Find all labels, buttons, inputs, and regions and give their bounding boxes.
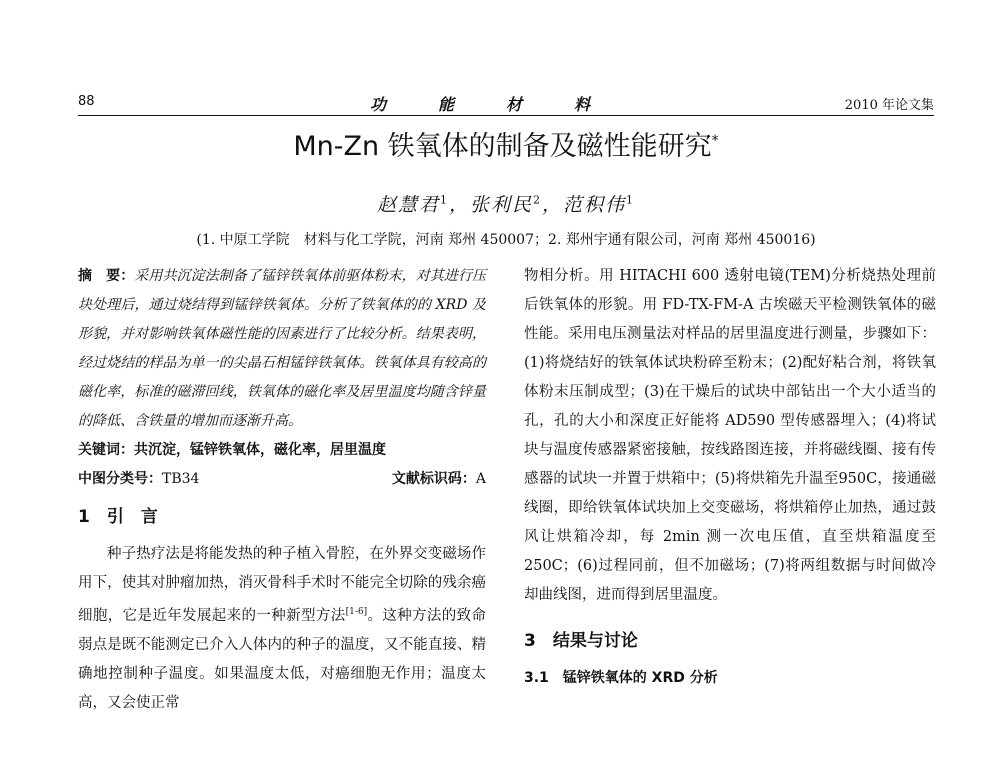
author-sup: 1 — [439, 193, 449, 207]
section-heading-intro: 1 引 言 — [78, 507, 158, 527]
author-sep: ， — [542, 194, 564, 216]
class-value: TB34 — [162, 471, 200, 487]
classification-line — [78, 465, 486, 494]
intro-paragraph — [78, 540, 486, 718]
left-column — [78, 262, 486, 718]
volume-label: 2010 年论文集 — [844, 98, 934, 113]
spacer — [524, 610, 936, 618]
abstract — [78, 262, 486, 436]
journal-name: 功能材料 — [369, 95, 642, 114]
affiliation: (1. 中原工学院 材料与化工学院，河南 郑州 450007；2. 郑州宇通有限公司，河南 郑州 450016) — [196, 232, 816, 248]
author-name: 范积伟 — [563, 194, 627, 216]
title-footnote-mark: * — [711, 133, 719, 149]
page-number: 88 — [78, 94, 95, 109]
intro-text-cont: 。这种方法的致命弱点是既不能测定已介入人体内的种子的温度，又不能直接、精确地控制种子温度。如果温度太低，对癌细胞无作用；温度太高，又会使正常 — [78, 607, 487, 711]
author-sup: 2 — [533, 193, 542, 207]
title-text: Mn-Zn 铁氧体的制备及磁性能研究 — [293, 131, 712, 162]
intro-text: 种子热疗法是将能发热的种子植入骨腔，在外界交变磁场作用下，使其对肿瘤加热，消灭骨科手术时不能完全切除的残余癌细胞，它是近年发展起来的一种新型方法 — [78, 546, 486, 624]
abstract-text: 采用共沉淀法制备了锰锌铁氧体前驱体粉末，对其进行压块处理后，通过烧结得到锰锌铁氧体。分析了铁氧体的的 XRD 及形貌，并对影响铁氧体磁性能的因素进行了比较分析。结果表明，经过烧结的样品为单一的尖晶石相锰锌铁氧体。铁氧体具有较高的磁化率，标准的磁滞回线，铁氧体的磁化率及居里温度均随含锌量的降低、含铁量的增加而逐渐升高。 — [78, 268, 487, 429]
class-label: 中图分类号： — [78, 471, 162, 487]
author-name: 张利民 — [469, 194, 533, 216]
right-column — [524, 262, 936, 693]
citation-ref: [1-6] — [345, 607, 368, 617]
subsection-heading-xrd: 3.1 锰锌铁氧体的 XRD 分析 — [524, 670, 718, 686]
paper-title — [78, 124, 934, 163]
author-sep: ， — [448, 194, 470, 216]
doc-value: A — [475, 471, 486, 487]
section-heading-results: 3 结果与讨论 — [524, 631, 638, 651]
keywords — [78, 436, 486, 465]
keywords-text: 共沉淀，锰锌铁氧体，磁化率，居里温度 — [134, 442, 386, 458]
abstract-label: 摘 要： — [78, 268, 135, 284]
method-paragraph: 物相分析。用 HITACHI 600 透射电镜(TEM)分析烧热处理前后铁氧体的形貌。用 FD-TX-FM-A 古埃磁天平检测铁氧体的磁性能。采用电压测量法对样品的居里温度进行测量，步骤如下：(1)将烧结好的铁氧体试块粉碎至粉末；(2)配好粘合剂，将铁氧体粉末压制成型；(3)在干燥后的试块中部钻出一个大小适当的孔，孔的大小和深度正好能将 AD590 型传感器埋入；(4)将试块与温度传感器紧密接触，按线路图连接，并将磁线圈、接有传感器的试块一并置于烘箱中；(5)将烘箱先升温至950C，接通磁线圈，即给铁氧体试块加上交变磁场，将烘箱停止加热，通过鼓风让烘箱冷却，每 2min 测一次电压值，直至烘箱温度至 250C；(6)过程同前，但不加磁场；(7)将两组数据与时间做冷却曲线图，进而得到居里温度。 — [524, 268, 936, 603]
author-name: 赵慧君 — [376, 194, 440, 216]
author-list — [78, 190, 934, 217]
keywords-label: 关键词： — [78, 442, 134, 458]
doc-code — [392, 465, 486, 494]
author-sup: 1 — [626, 193, 636, 207]
header-rule — [78, 115, 934, 116]
running-header — [78, 92, 934, 114]
doc-label: 文献标识码： — [391, 471, 476, 487]
